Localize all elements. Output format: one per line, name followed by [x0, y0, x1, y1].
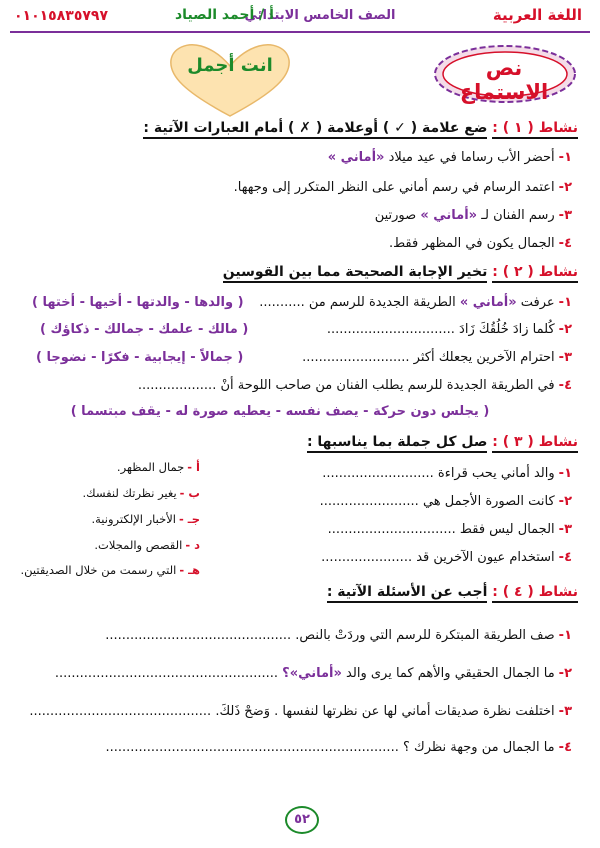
- activity1-item: ٢-اعتمد الرسام في رسم أماني على النظر المتكرر إلى وجهها.: [233, 180, 572, 195]
- activity2-item: ٢-كُلما زادَ خُلُقُكَ زَادَ ...............................: [326, 322, 572, 337]
- header-divider: [10, 31, 590, 33]
- activity3-choice: د -القصص والمجلات.: [94, 538, 200, 552]
- activity3-heading: [307, 434, 578, 450]
- header-phone: ٠١٠١٥٨٣٥٧٩٧: [14, 8, 108, 24]
- activity3-sentence: ٤-استخدام عيون الآخرين قد ......................: [321, 550, 572, 565]
- activity2-instruction: تخير الإجابة الصحيحة مما بين القوسين: [223, 264, 488, 283]
- activity1-item: ١-أحضر الأب رساما في عيد ميلاد «أماني »: [327, 150, 572, 165]
- activity3-sentence: ٣-الجمال ليس فقط ...............................: [327, 522, 572, 537]
- heart-text: انت أجمل: [187, 55, 273, 76]
- page-title: نص الاستماع: [459, 56, 549, 104]
- activity2-options: ( يجلس دون حركة - يصف نفسه - يعطيه صورة له - يقف مبتسما ): [70, 404, 490, 419]
- activity2-item: ٣-احترام الآخرين يجعلك أكثر ..........................: [302, 350, 572, 365]
- activity3-choice: جـ -الأخبار الإلكترونية.: [91, 512, 200, 526]
- header-teacher: أ / أحمد الصياد: [175, 7, 274, 23]
- activity2-item: ١-عرفت «أماني » الطريقة الجديدة للرسم من ...........: [259, 295, 572, 310]
- activity3-label: نشاط ( ٣ ) :: [492, 434, 578, 453]
- activity4-question: ٣-اختلفت نظرة صديقات أماني لها عن نظرتها لنفسها . وَضحْ ذَلكَ. ............................................: [29, 704, 572, 719]
- heart-shape: [165, 42, 295, 118]
- header-subject: اللغة العربية: [492, 6, 582, 24]
- activity2-options: ( جمالاً - إيجابية - فكرًا - نضوجا ): [36, 350, 244, 365]
- activity2-heading: [223, 264, 578, 280]
- activity1-item: ٣-رسم الفنان لـ «أماني » صورتين: [374, 208, 572, 223]
- activity1-item: ٤-الجمال يكون في المظهر فقط.: [388, 236, 572, 251]
- activity1-heading: [143, 120, 578, 136]
- activity3-choice: ب -يغير نظرتك لنفسك.: [82, 486, 200, 500]
- activity2-label: نشاط ( ٢ ) :: [492, 264, 578, 283]
- page-number: ٥٢: [285, 806, 319, 834]
- activity3-choice: هـ -التي رسمت من خلال الصديقتين.: [20, 563, 200, 577]
- activity1-instruction: ضع علامة ( ✓ ) أوعلامة ( ✗ ) أمام العبارات الآتية :: [143, 120, 487, 139]
- activity4-question: ١-صف الطريقة المبتكرة للرسم التي وردَتْ بالنص. .............................................: [105, 628, 572, 643]
- activity2-options: ( مالك - علمك - جمالك - ذكاؤك ): [40, 322, 249, 337]
- activity4-heading: [327, 584, 578, 600]
- activity4-instruction: أجب عن الأسئلة الآتية :: [327, 584, 488, 603]
- activity3-sentence: ١-والد أماني يحب قراءة ...........................: [322, 466, 572, 481]
- activity1-label: نشاط ( ١ ) :: [492, 120, 578, 139]
- activity4-question: ٤-ما الجمال من وجهة نظرك ؟ .......................................................................: [105, 740, 572, 755]
- header-grade: الصف الخامس الابتدائي: [244, 8, 396, 23]
- activity3-sentence: ٢-كانت الصورة الأجمل هي ........................: [319, 494, 572, 509]
- activity4-label: نشاط ( ٤ ) :: [492, 584, 578, 603]
- activity4-question: ٢-ما الجمال الحقيقي والأهم كما يرى والد «أماني»؟ ......................................................: [54, 666, 572, 681]
- activity3-instruction: صل كل جملة بما يناسبها :: [307, 434, 487, 453]
- activity2-item: ٤-في الطريقة الجديدة للرسم يطلب الفنان من صاحب اللوحة أنْ ...................: [137, 378, 572, 393]
- activity2-options: ( والدها - والدتها - أخيها - أختها ): [32, 295, 244, 310]
- activity3-choice: أ -جمال المظهر.: [116, 460, 200, 474]
